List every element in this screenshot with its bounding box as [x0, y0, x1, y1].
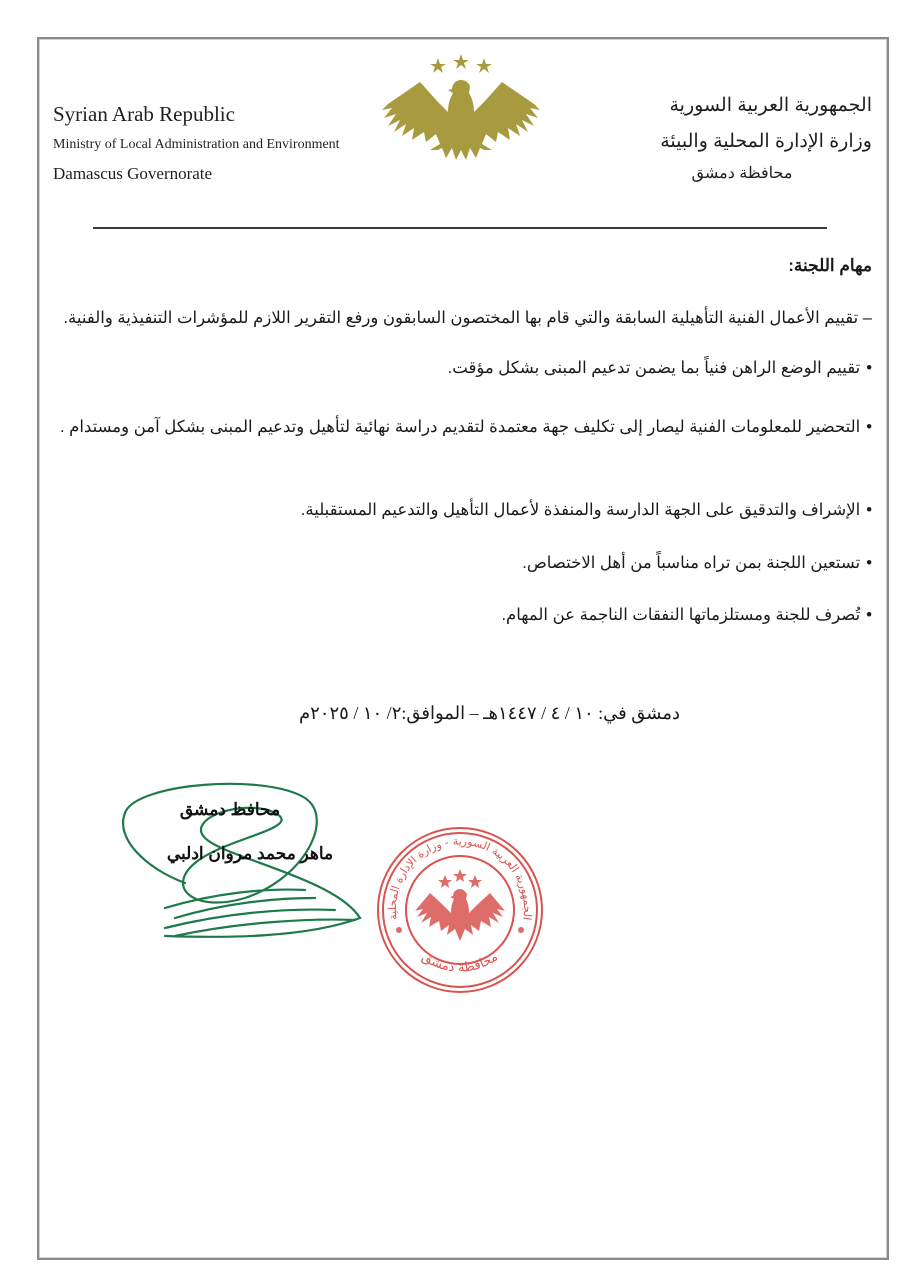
official-seal-icon: [375, 825, 545, 995]
star-icon: [453, 54, 469, 69]
svg-text:محافظة دمشق: [419, 949, 501, 975]
task-bullet: [60, 500, 872, 520]
header-divider: [93, 227, 827, 229]
arabic-letterhead: [572, 92, 872, 186]
star-icon: [430, 58, 446, 73]
country-name-ar: الجمهورية العربية السورية: [669, 95, 872, 116]
stamp-outer-text: الجمهورية العربية السورية - وزارة الإدارة المحلية: [385, 834, 535, 921]
stamp-bottom-text: محافظة دمشق: [419, 949, 501, 976]
governorate-name-ar: محافظة دمشق: [691, 165, 793, 182]
task-bullet: [60, 553, 872, 573]
task-bullet: [60, 409, 872, 445]
country-name-en: Syrian Arab Republic: [53, 102, 235, 126]
ministry-name-ar: وزارة الإدارة المحلية والبيئة: [660, 131, 872, 152]
eagle-emblem-icon: [378, 52, 544, 167]
task-intro-paragraph: – تقييم الأعمال الفنية التأهيلية السابقة والتي قام بها المختصون السابقون ورفع التقرير اللازم للمؤشرات التنفيذية والفنية.: [63, 309, 872, 327]
page-border: [37, 37, 889, 1260]
task-bullet-text: تقييم الوضع الراهن فنياً بما يضمن تدعيم المبنى بشكل مؤقت.: [447, 359, 861, 377]
signatory-title: محافظ دمشق: [179, 800, 281, 819]
task-bullet: [60, 605, 872, 625]
ministry-name-en: Ministry of Local Administration and Environment: [53, 137, 340, 152]
task-bullet-text: تستعين اللجنة بمن تراه مناسباً من أهل الاختصاص.: [522, 554, 861, 572]
committee-tasks-heading: مهام اللجنة:: [788, 256, 872, 275]
star-icon: [476, 58, 492, 73]
task-bullet-text: التحضير للمعلومات الفنية ليصار إلى تكليف جهة معتمدة لتقديم دراسة نهائية لتأهيل وتدعيم المبنى بشكل آمن ومستدام .: [59, 418, 861, 436]
governorate-name-en: Damascus Governorate: [53, 164, 213, 183]
task-bullet-text: تُصرف للجنة ومستلزماتها النفقات الناجمة عن المهام.: [501, 606, 861, 624]
signatory-name: ماهر محمد مروان ادلبي: [166, 844, 334, 863]
task-bullet: [60, 358, 872, 378]
issue-date: دمشق في: ١٠ / ٤ / ١٤٤٧هـ – الموافق:٢/ ١٠ / ٢٠٢٥م: [298, 703, 680, 723]
task-bullet-text: الإشراف والتدقيق على الجهة الدارسة والمنفذة لأعمال التأهيل والتدعيم المستقبلية.: [300, 501, 861, 519]
english-letterhead: [53, 100, 383, 186]
